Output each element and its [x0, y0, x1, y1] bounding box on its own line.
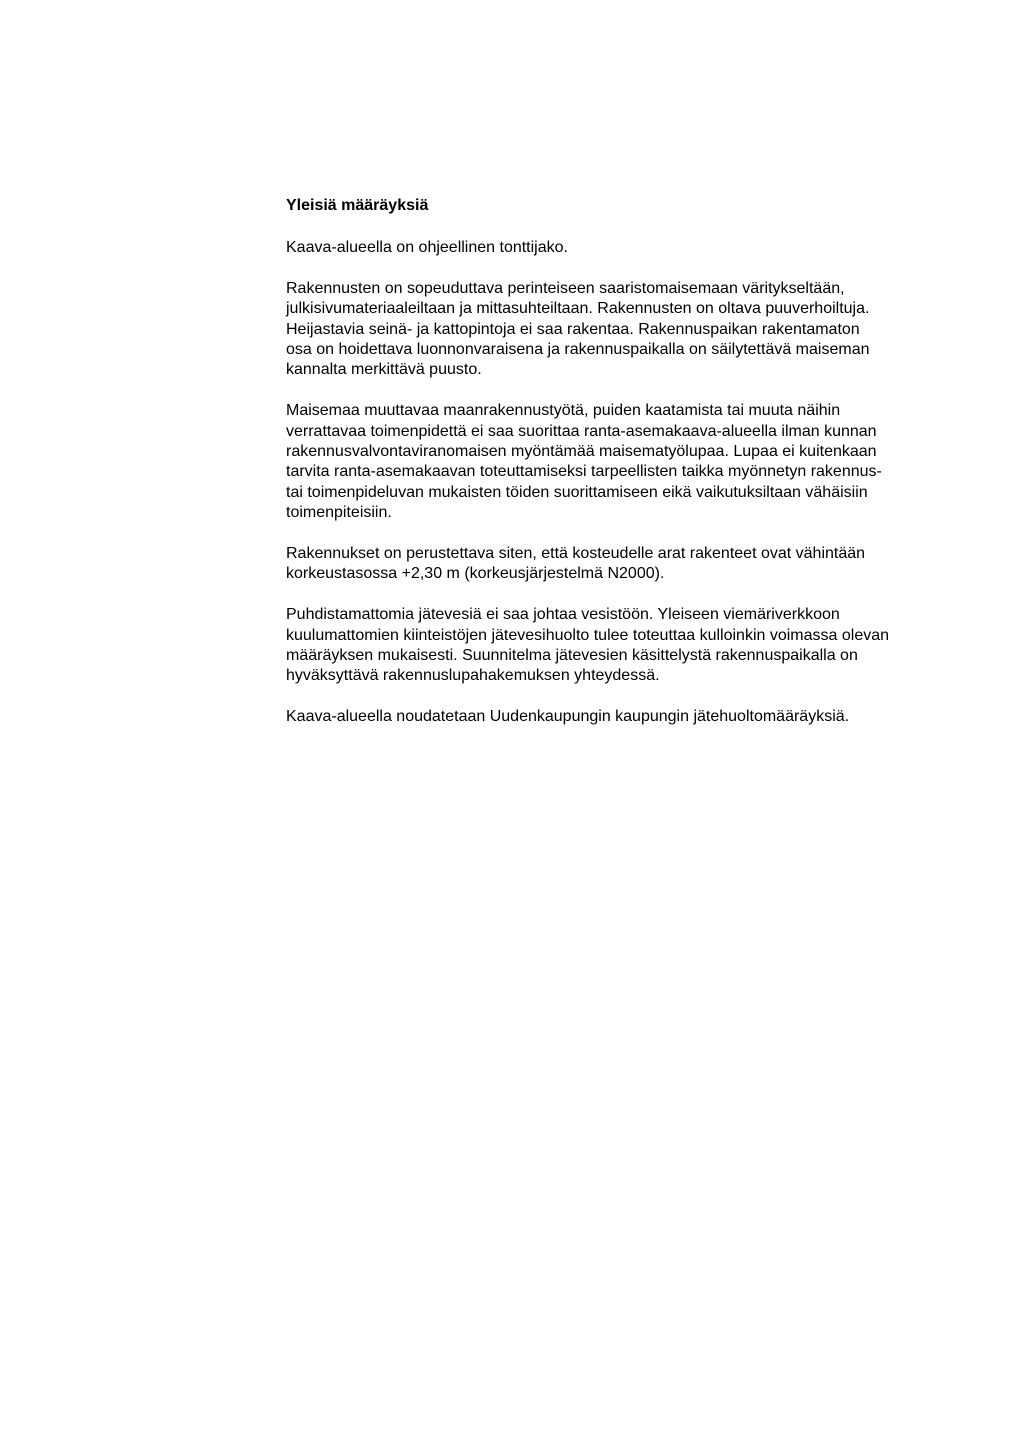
paragraph-maisematyolupa [286, 401, 936, 523]
paragraph-rakennukset-sopeuduttava [286, 279, 936, 381]
paragraph-line: toimenpiteisiin. [286, 504, 392, 522]
paragraph-line: rakennusvalvontaviranomaisen myöntämää maisematyölupaa. Lupaa ei kuitenkaan [286, 443, 877, 461]
paragraph-line: osa on hoidettava luonnonvaraisena ja rakennuspaikalla on säilytettävä maiseman [286, 341, 870, 359]
paragraph-tonttijako [286, 238, 936, 258]
paragraph-jatehuolto [286, 707, 936, 727]
paragraph-line: Puhdistamattomia jätevesiä ei saa johtaa vesistöön. Yleiseen viemäriverkkoon [286, 606, 840, 624]
paragraph-line: Maisemaa muuttavaa maanrakennustyötä, puiden kaatamista tai muuta näihin [286, 402, 841, 420]
paragraph-line: tarvita ranta-asemakaavan toteuttamiseksi tarpeellisten taikka myönnetyn rakennus- [286, 463, 882, 481]
paragraph-line: verrattavaa toimenpidettä ei saa suorittaa ranta-asemakaava-alueella ilman kunnan [286, 422, 877, 440]
paragraph-line: Rakennukset on perustettava siten, että kosteudelle arat rakenteet ovat vähintään [286, 545, 866, 563]
document-content [286, 194, 936, 748]
paragraph-line: hyväksyttävä rakennuslupahakemuksen yhteydessä. [286, 667, 660, 685]
paragraph-line: määräyksen mukaisesti. Suunnitelma jätevesien käsittelystä rakennuspaikalla on [286, 647, 858, 665]
paragraph-korkeustaso [286, 544, 936, 585]
paragraph-line: korkeustasossa +2,30 m (korkeusjärjestelmä N2000). [286, 565, 665, 583]
paragraph-line: julkisivumateriaaleiltaan ja mittasuhteiltaan. Rakennusten on oltava puuverhoiltuja. [286, 300, 870, 318]
paragraph-line: kuulumattomien kiinteistöjen jätevesihuolto tulee toteuttaa kulloinkin voimassa olevan [286, 626, 890, 644]
paragraph-line: Heijastavia seinä- ja kattopintoja ei saa rakentaa. Rakennuspaikan rakentamaton [286, 320, 860, 338]
paragraph-jatevedet [286, 605, 936, 687]
section-heading: Yleisiä määräyksiä [286, 197, 429, 214]
paragraph-line: Kaava-alueella noudatetaan Uudenkaupungin kaupungin jätehuoltomääräyksiä. [286, 708, 850, 726]
paragraph-line: Rakennusten on sopeuduttava perinteiseen saaristomaisemaan väritykseltään, [286, 279, 845, 297]
paragraph-line: kannalta merkittävä puusto. [286, 361, 482, 379]
paragraph-line: Kaava-alueella on ohjeellinen tonttijako. [286, 239, 568, 256]
paragraph-line: tai toimenpideluvan mukaisten töiden suorittamiseen eikä vaikutuksiltaan vähäisiin [286, 483, 868, 501]
